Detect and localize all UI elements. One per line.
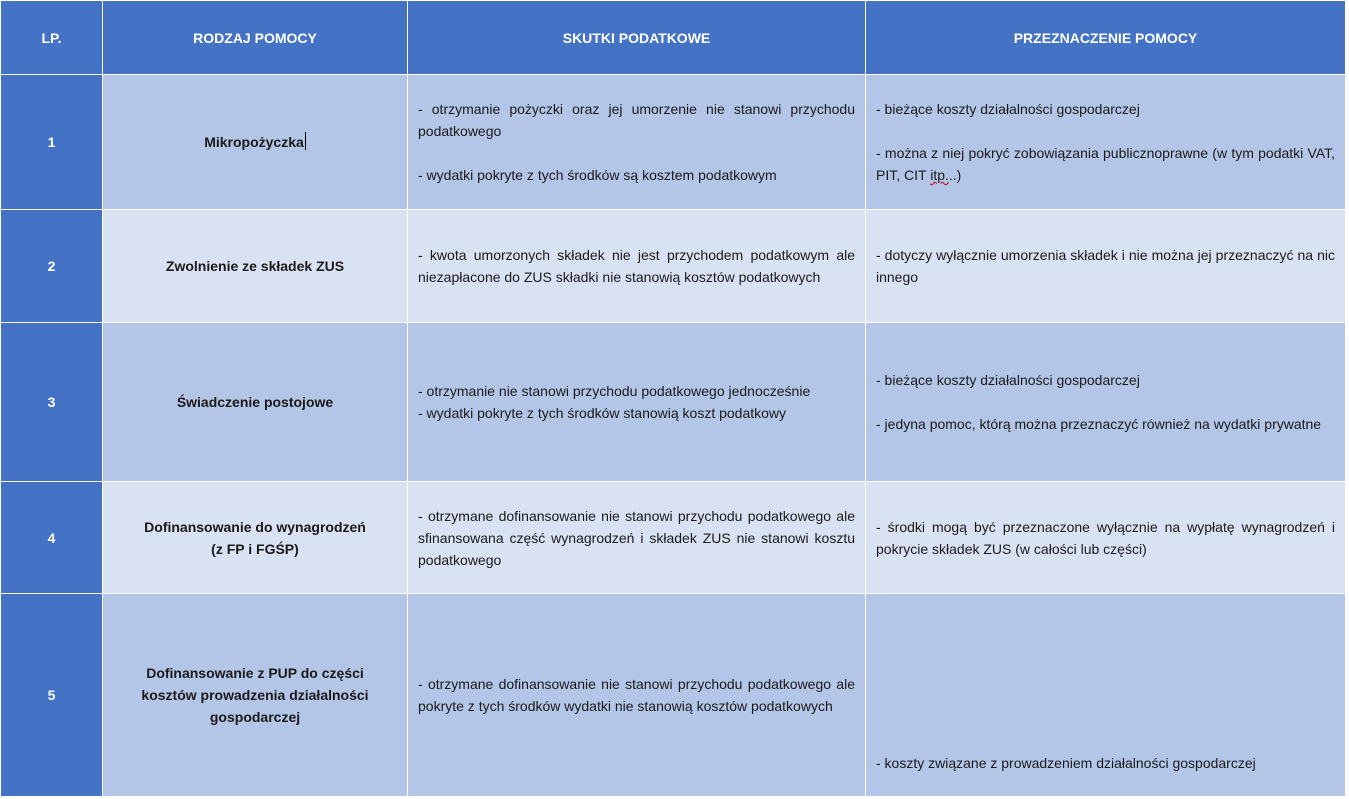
aid-use-cell bbox=[866, 482, 1346, 594]
row-number: 5 bbox=[1, 594, 103, 797]
header-tax: SKUTKI PODATKOWE bbox=[408, 1, 866, 75]
aid-use-line: - koszty związane z prowadzeniem działalności gospodarczej bbox=[876, 755, 1256, 771]
tax-effect-line: - otrzymanie nie stanowi przychodu podatkowego jednocześnie bbox=[418, 383, 811, 399]
row-number: 3 bbox=[1, 323, 103, 482]
row-number: 2 bbox=[1, 210, 103, 323]
aid-type-sublabel: (z FP i FGŚP) bbox=[211, 540, 299, 557]
header-type: RODZAJ POMOCY bbox=[103, 1, 408, 75]
tax-effects-cell bbox=[408, 323, 866, 482]
table-row bbox=[1, 75, 1346, 210]
tax-effect-line: - kwota umorzonych składek nie jest przychodem podatkowym ale niezapłacone do ZUS składki nie stanowią kosztów podatkowych bbox=[418, 247, 855, 285]
spellcheck-underline: itp. bbox=[930, 167, 949, 183]
table-row bbox=[1, 594, 1346, 797]
aid-type-cell[interactable] bbox=[103, 75, 408, 210]
aid-use-line: - bieżące koszty działalności gospodarczej bbox=[876, 372, 1140, 388]
tax-effects-cell bbox=[408, 594, 866, 797]
row-number: 4 bbox=[1, 482, 103, 594]
table-row bbox=[1, 482, 1346, 594]
aid-type-label: Dofinansowanie z PUP do części kosztów prowadzenia działalności gospodarczej bbox=[103, 594, 408, 797]
aid-use-line: - jedyna pomoc, którą można przeznaczyć również na wydatki prywatne bbox=[876, 416, 1322, 432]
header-row bbox=[1, 1, 1346, 75]
aid-type-label: Mikropożyczka bbox=[204, 134, 304, 150]
aid-type-label: Świadczenie postojowe bbox=[103, 323, 408, 482]
tax-effects-cell bbox=[408, 482, 866, 594]
tax-effects-cell bbox=[408, 210, 866, 323]
header-use: PRZEZNACZENIE POMOCY bbox=[866, 1, 1346, 75]
aid-type-label: Dofinansowanie do wynagrodzeń bbox=[144, 518, 366, 535]
row-number: 1 bbox=[1, 75, 103, 210]
aid-use-line: - dotyczy wyłącznie umorzenia składek i nie można jej przeznaczyć na nic innego bbox=[876, 247, 1335, 285]
table-row bbox=[1, 210, 1346, 323]
aid-use-cell bbox=[866, 210, 1346, 323]
aid-use-line: - można z niej pokryć zobowiązania publicznoprawne (w tym podatki VAT, PIT, CIT itp...) bbox=[876, 145, 1335, 183]
tax-effect-line: - otrzymanie pożyczki oraz jej umorzenie nie stanowi przychodu podatkowego bbox=[418, 101, 855, 139]
aid-type-cell bbox=[103, 482, 408, 594]
aid-use-cell bbox=[866, 323, 1346, 482]
tax-effect-line: - otrzymane dofinansowanie nie stanowi przychodu podatkowego ale pokryte z tych środków wydatki nie stanowią kosztów podatkowych bbox=[418, 676, 855, 714]
text-cursor bbox=[305, 132, 306, 150]
tax-effect-line: - wydatki pokryte z tych środków stanowią koszt podatkowy bbox=[418, 405, 787, 421]
tax-effects-cell bbox=[408, 75, 866, 210]
tax-effect-line: - wydatki pokryte z tych środków są kosztem podatkowym bbox=[418, 167, 777, 183]
aid-use-line: - środki mogą być przeznaczone wyłącznie na wypłatę wynagrodzeń i pokrycie składek ZUS (w całości lub części) bbox=[876, 518, 1335, 557]
aid-use-line: - bieżące koszty działalności gospodarczej bbox=[876, 101, 1140, 117]
header-lp: LP. bbox=[1, 1, 103, 75]
aid-use-cell bbox=[866, 594, 1346, 797]
aid-type-label: Zwolnienie ze składek ZUS bbox=[103, 210, 408, 323]
table-row bbox=[1, 323, 1346, 482]
tax-effect-line: - otrzymane dofinansowanie nie stanowi przychodu podatkowego ale sfinansowana część wynagrodzeń i składek ZUS nie stanowi kosztu podatkowego bbox=[418, 507, 855, 568]
aid-use-cell bbox=[866, 75, 1346, 210]
